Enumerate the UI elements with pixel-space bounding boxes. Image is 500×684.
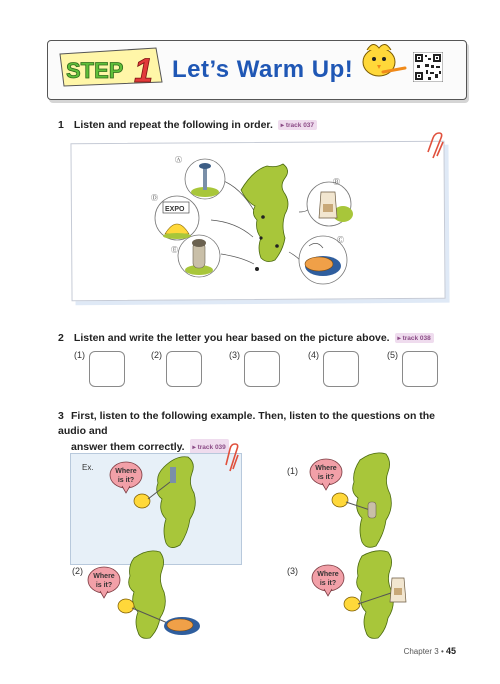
korea-map-shape	[241, 164, 288, 262]
question-3-text-line1: First, listen to the following example. Then, listen to the questions on the audio and	[58, 410, 436, 437]
map-label-e: Ⓔ	[171, 247, 178, 254]
example-bubble-line2: is it?	[117, 477, 135, 484]
question-2-text: Listen and write the letter you hear based on the picture above.	[73, 332, 390, 344]
panel-3-illustration	[300, 548, 430, 640]
question-2	[58, 332, 434, 344]
panel-3-label: (3)	[287, 566, 298, 576]
answer-box-5[interactable]	[402, 351, 438, 387]
footer-separator: •	[440, 647, 444, 656]
question-2-number: 2	[58, 332, 64, 344]
answer-box-2[interactable]	[166, 351, 202, 387]
map-label-c: Ⓒ	[337, 237, 344, 244]
page-footer	[404, 646, 456, 656]
question-1-text: Listen and repeat the following in order.	[73, 119, 273, 131]
map-label-a: Ⓐ	[175, 157, 182, 164]
example-bubble-line1: Where	[115, 468, 137, 475]
chick-mascot-icon	[353, 38, 409, 82]
answer-box-3[interactable]	[244, 351, 280, 387]
qr-code-icon	[413, 52, 443, 82]
panel-1-label: (1)	[287, 466, 298, 476]
example-illustration	[70, 453, 240, 563]
question-3-number: 3	[58, 410, 64, 422]
track-037-badge[interactable]: ▸ track 037	[278, 120, 317, 130]
track-039-badge[interactable]: ▸ track 039	[190, 439, 229, 456]
map-illustration	[71, 142, 443, 298]
map-label-d: Ⓓ	[151, 195, 158, 202]
panel-2-bubble-line1: Where	[93, 573, 115, 580]
panel-2-label: (2)	[72, 566, 83, 576]
panel-3-bubble-line2: is it?	[319, 580, 337, 587]
panel-1-bubble-line1: Where	[315, 465, 337, 472]
answer-box-4[interactable]	[323, 351, 359, 387]
step-text: STEP	[66, 58, 124, 83]
panel-2-bubble-line2: is it?	[95, 582, 113, 589]
answer-box-2-label: (2)	[151, 350, 162, 360]
question-3-text-line2: answer them correctly.	[71, 441, 185, 453]
map-label-b: Ⓑ	[333, 179, 340, 186]
question-1	[58, 119, 317, 131]
example-label: Ex.	[82, 463, 94, 472]
panel-1-bubble-line2: is it?	[317, 474, 335, 481]
page-title: Let’s Warm Up!	[172, 56, 354, 83]
question-1-number: 1	[58, 119, 64, 131]
answer-box-1[interactable]	[89, 351, 125, 387]
step-number: 1	[134, 52, 153, 90]
answer-box-4-label: (4)	[308, 350, 319, 360]
footer-chapter: Chapter 3	[403, 647, 439, 656]
page-number: 45	[445, 646, 456, 656]
expo-sign: EXPO	[165, 206, 185, 213]
answer-box-3-label: (3)	[229, 350, 240, 360]
answer-box-5-label: (5)	[387, 350, 398, 360]
track-038-badge[interactable]: ▸ track 038	[395, 333, 434, 343]
panel-1-illustration	[300, 450, 430, 560]
question-3	[58, 409, 450, 456]
step-badge	[56, 38, 166, 94]
answer-box-1-label: (1)	[74, 350, 85, 360]
panel-2-illustration	[84, 548, 234, 640]
panel-3-bubble-line1: Where	[317, 571, 339, 578]
